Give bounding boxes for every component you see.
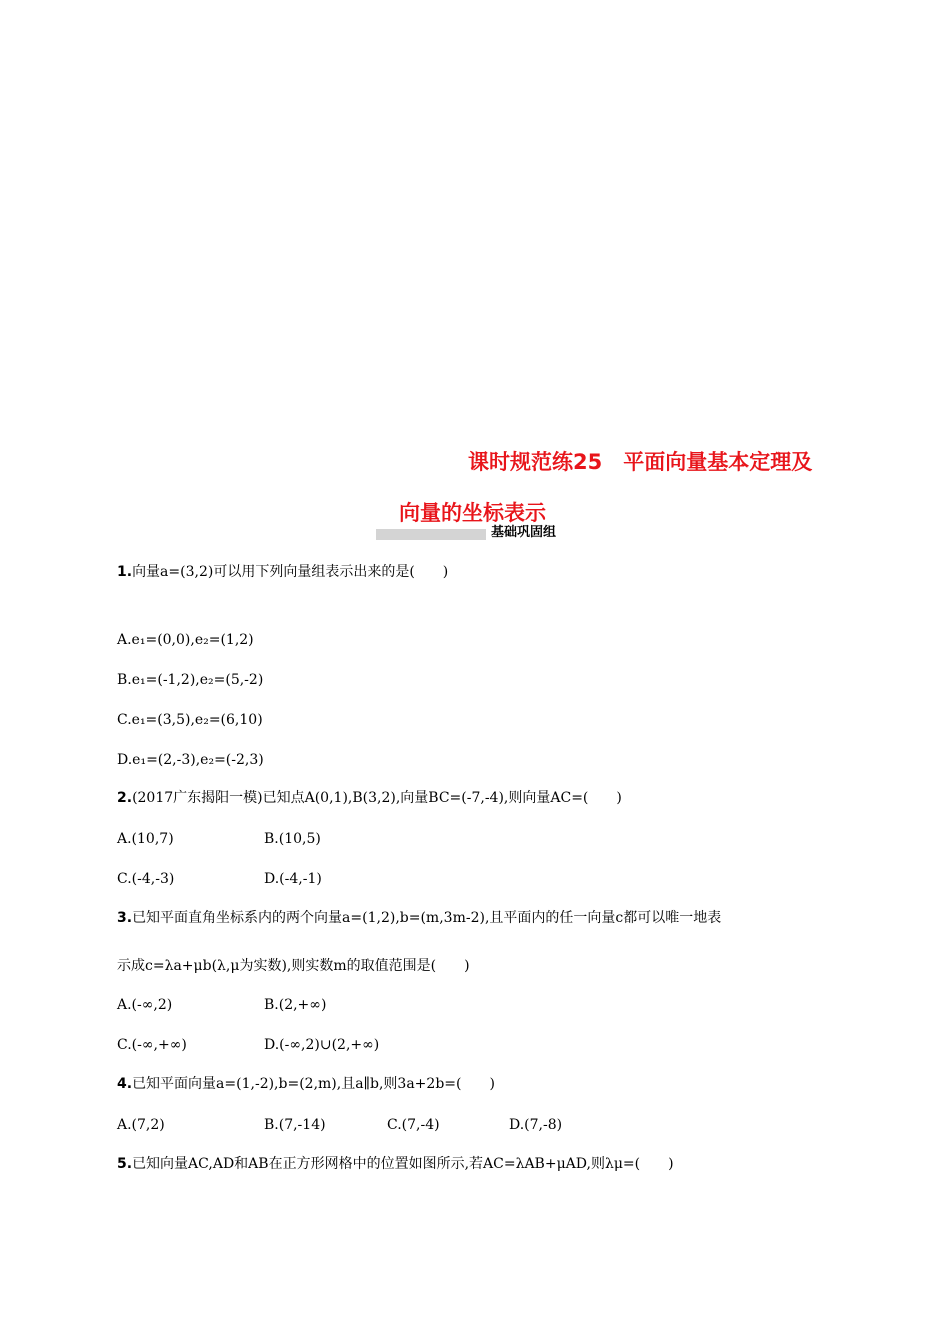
question-1-stem	[117, 565, 448, 579]
question-3-option-c: C.(-∞,+∞)	[117, 1037, 187, 1053]
question-1-option-a: A.e₁=(0,0),e₂=(1,2)	[117, 632, 254, 648]
question-number: 2.	[117, 790, 133, 806]
question-1-option-c: C.e₁=(3,5),e₂=(6,10)	[117, 712, 263, 728]
page-title-line-1: 课时规范练25 平面向量基本定理及	[468, 450, 813, 474]
question-4-option-b: B.(7,-14)	[264, 1117, 326, 1133]
question-text: 向量a=(3,2)可以用下列向量组表示出来的是( )	[132, 564, 449, 580]
question-4-option-d: D.(7,-8)	[509, 1117, 563, 1133]
page-title-line-2: 向量的坐标表示	[399, 501, 546, 525]
question-text: (2017广东揭阳一模)已知点A(0,1),B(3,2),向量BC=(-7,-4),则向量AC=( )	[132, 790, 622, 806]
question-2-option-b: B.(10,5)	[264, 831, 321, 847]
question-text: 已知平面直角坐标系内的两个向量a=(1,2),b=(m,3m-2),且平面内的任一向量c都可以唯一地表	[132, 910, 722, 926]
question-text: 已知向量AC,AD和AB在正方形网格中的位置如图所示,若AC=λAB+μAD,则λμ=( )	[132, 1156, 674, 1172]
question-2-stem	[117, 791, 622, 805]
question-3-stem-line-1	[117, 911, 721, 925]
section-divider-bar	[376, 529, 486, 540]
question-number: 4.	[117, 1076, 133, 1092]
question-2-option-a: A.(10,7)	[117, 831, 174, 847]
question-4-option-a: A.(7,2)	[117, 1117, 165, 1133]
question-5-stem	[117, 1157, 674, 1171]
section-label: 基础巩固组	[491, 525, 557, 540]
question-3-option-d: D.(-∞,2)∪(2,+∞)	[264, 1037, 380, 1053]
question-1-option-d: D.e₁=(2,-3),e₂=(-2,3)	[117, 752, 264, 768]
question-2-option-d: D.(-4,-1)	[264, 871, 322, 887]
question-3-option-a: A.(-∞,2)	[117, 997, 173, 1013]
question-1-option-b: B.e₁=(-1,2),e₂=(5,-2)	[117, 672, 264, 688]
question-text: 已知平面向量a=(1,-2),b=(2,m),且a∥b,则3a+2b=( )	[132, 1076, 495, 1092]
question-2-option-c: C.(-4,-3)	[117, 871, 175, 887]
question-number: 1.	[117, 564, 133, 580]
question-number: 3.	[117, 910, 133, 926]
question-4-option-c: C.(7,-4)	[387, 1117, 440, 1133]
question-3-stem-line-2: 示成c=λa+μb(λ,μ为实数),则实数m的取值范围是( )	[117, 958, 470, 974]
question-number: 5.	[117, 1156, 133, 1172]
question-3-option-b: B.(2,+∞)	[264, 997, 327, 1013]
question-4-stem	[117, 1077, 495, 1091]
